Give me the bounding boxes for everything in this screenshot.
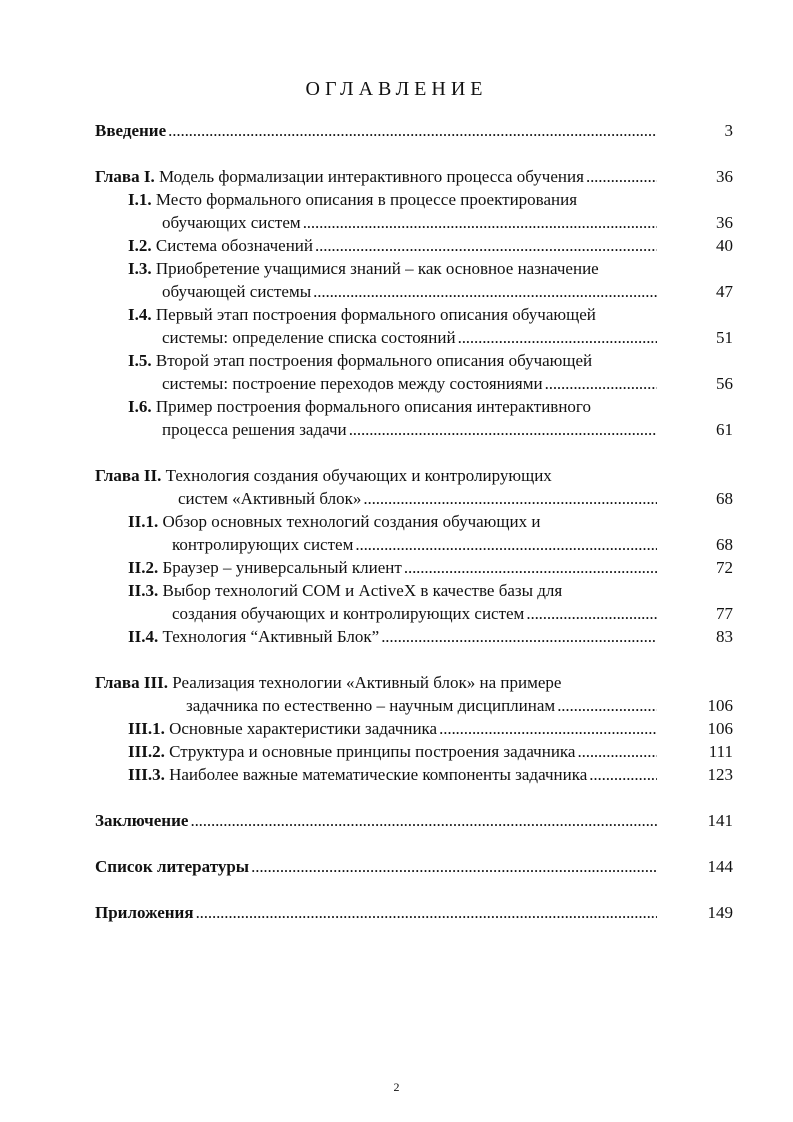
toc-entry-1-5-cont (0, 373, 793, 395)
entry-title: Модель формализации интерактивного процесса обучения (158, 167, 584, 186)
toc-entry-1-3-cont (0, 281, 793, 303)
entry-title: Пример построения формального описания интерактивного (155, 397, 591, 416)
entry-page: 144 (657, 856, 733, 878)
entry-page: 77 (657, 603, 733, 625)
toc-entry-chapter-2-cont (0, 488, 793, 510)
entry-page: 72 (657, 557, 733, 579)
entry-page: 83 (657, 626, 733, 648)
entry-title-cont: создания обучающих и контролирующих систем (172, 604, 525, 623)
toc-entry-1-2 (0, 235, 793, 257)
entry-title-cont: задачника по естественно – научным дисциплинам (186, 696, 556, 715)
toc-entry-1-4 (0, 304, 793, 326)
entry-number: II.2. (128, 558, 159, 577)
entry-number: Глава II. (95, 466, 162, 485)
entry-page: 51 (657, 327, 733, 349)
entry-page: 141 (657, 810, 733, 832)
entry-label: Заключение (95, 811, 189, 830)
entry-number: III.3. (128, 765, 165, 784)
entry-page: 149 (657, 902, 733, 924)
entry-number: II.4. (128, 627, 159, 646)
toc-entry-1-6 (0, 396, 793, 418)
toc-entry-2-3 (0, 580, 793, 602)
entry-number: I.2. (128, 236, 152, 255)
toc-entry-2-2 (0, 557, 793, 579)
entry-title: Наиболее важные математические компоненты задачника (169, 765, 588, 784)
toc-entry-1-5 (0, 350, 793, 372)
entry-title-cont: обучающих систем (162, 213, 301, 232)
entry-page: 56 (657, 373, 733, 395)
toc-entry-references (0, 856, 793, 878)
entry-title: Реализация технологии «Активный блок» на примере (172, 673, 562, 692)
entry-page: 40 (657, 235, 733, 257)
toc-entry-1-3 (0, 258, 793, 280)
entry-label: Приложения (95, 903, 194, 922)
toc-entry-intro (0, 120, 793, 142)
entry-page: 3 (657, 120, 733, 142)
toc-entry-1-6-cont (0, 419, 793, 441)
entry-page: 106 (657, 695, 733, 717)
entry-number: I.3. (128, 259, 152, 278)
entry-page: 36 (657, 166, 733, 188)
entry-number: III.2. (128, 742, 165, 761)
toc-entry-3-1 (0, 718, 793, 740)
toc-entry-chapter-3 (0, 672, 793, 694)
toc-entry-1-1 (0, 189, 793, 211)
entry-title-cont: процесса решения задачи (162, 420, 347, 439)
entry-title: Браузер – универсальный клиент (162, 558, 402, 577)
page-title: ОГЛАВЛЕНИЕ (305, 78, 488, 100)
toc-entry-chapter-3-cont (0, 695, 793, 717)
entry-page: 61 (657, 419, 733, 441)
entry-page: 123 (657, 764, 733, 786)
entry-number: I.6. (128, 397, 152, 416)
toc-entry-2-3-cont (0, 603, 793, 625)
entry-page: 68 (657, 534, 733, 556)
toc-entry-2-1 (0, 511, 793, 533)
toc-entry-1-1-cont (0, 212, 793, 234)
entry-title: Второй этап построения формального описания обучающей (155, 351, 593, 370)
entry-title-cont: системы: построение переходов между состояниями (162, 374, 543, 393)
page-number: 2 (393, 1080, 400, 1094)
entry-title: Место формального описания в процессе проектирования (155, 190, 578, 209)
entry-label: Введение (95, 121, 167, 140)
toc-entry-1-4-cont (0, 327, 793, 349)
entry-title: Технология создания обучающих и контролирующих (165, 466, 552, 485)
entry-number: Глава I. (95, 167, 155, 186)
entry-title-cont: систем «Активный блок» (178, 489, 362, 508)
entry-title: Технология “Активный Блок” (162, 627, 380, 646)
entry-page: 68 (657, 488, 733, 510)
toc-entry-3-2 (0, 741, 793, 763)
entry-title: Выбор технологий COM и ActiveX в качестве базы для (162, 581, 563, 600)
entry-title: Обзор основных технологий создания обучающих и (162, 512, 541, 531)
entry-number: II.3. (128, 581, 159, 600)
entry-title: Система обозначений (155, 236, 313, 255)
entry-number: I.5. (128, 351, 152, 370)
entry-number: III.1. (128, 719, 165, 738)
toc-entry-chapter-2 (0, 465, 793, 487)
entry-number: II.1. (128, 512, 159, 531)
entry-number: I.4. (128, 305, 152, 324)
entry-title: Основные характеристики задачника (169, 719, 438, 738)
entry-title: Приобретение учащимися знаний – как основное назначение (155, 259, 599, 278)
entry-page: 36 (657, 212, 733, 234)
toc-entry-2-4 (0, 626, 793, 648)
toc-entry-chapter-1 (0, 166, 793, 188)
entry-title-cont: обучающей системы (162, 282, 312, 301)
entry-title-cont: системы: определение списка состояний (162, 328, 456, 347)
toc-entry-conclusion (0, 810, 793, 832)
entry-number: I.1. (128, 190, 152, 209)
entry-title-cont: контролирующих систем (172, 535, 354, 554)
entry-page: 106 (657, 718, 733, 740)
toc-entry-2-1-cont (0, 534, 793, 556)
toc-entry-3-3 (0, 764, 793, 786)
entry-title: Первый этап построения формального описания обучающей (155, 305, 596, 324)
entry-page: 47 (657, 281, 733, 303)
entry-page: 111 (657, 741, 733, 763)
toc-entry-appendices (0, 902, 793, 924)
entry-number: Глава III. (95, 673, 168, 692)
entry-label: Список литературы (95, 857, 250, 876)
entry-title: Структура и основные принципы построения задачника (169, 742, 576, 761)
